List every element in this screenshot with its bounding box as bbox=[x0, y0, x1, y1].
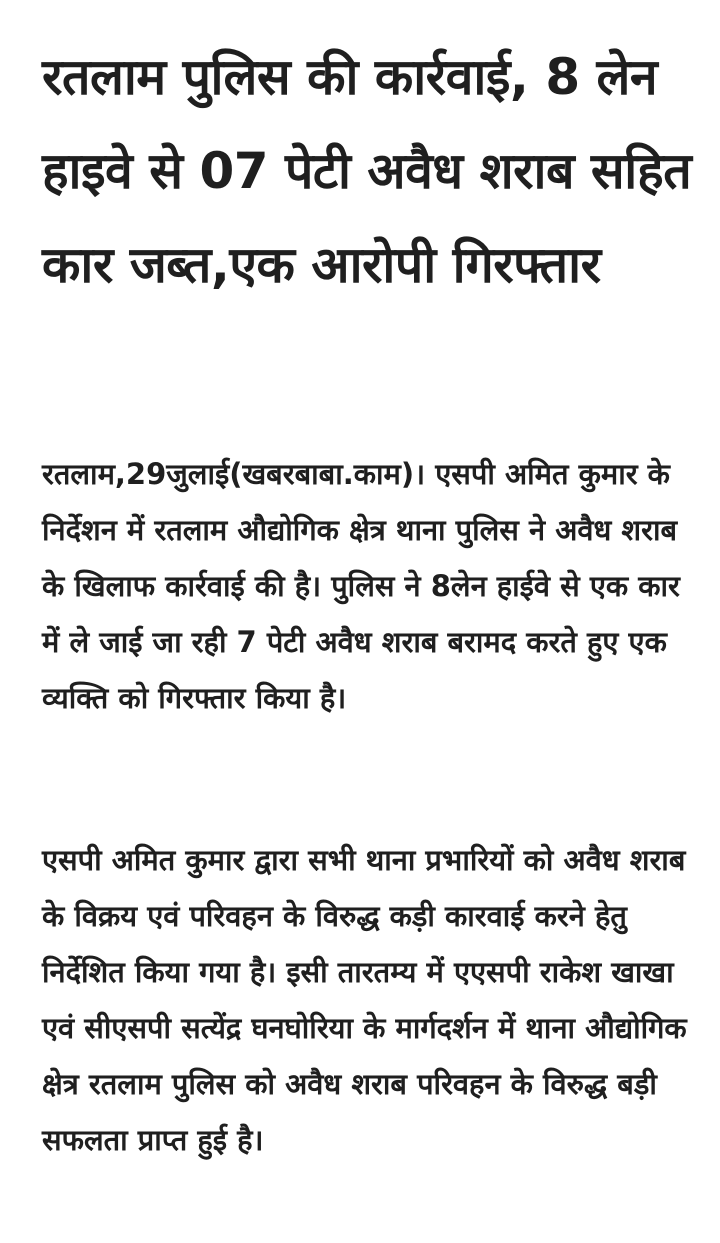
news-article bbox=[42, 0, 692, 1157]
article-paragraph-1: रतलाम,29जुलाई(खबरबाबा.काम)। एसपी अमित कुमार के निर्देशन में रतलाम औद्योगिक क्षेत्र थाना पुलिस ने अवैध शराब के खिलाफ कार्रवाई की है। पुलिस ने 8लेन हाईवे से एक कार में ले जाई जा रही 7 पेटी अवैध शराब बरामद करते हुए एक व्यक्ति को गिरफ्तार किया है। bbox=[42, 457, 680, 715]
article-headline: रतलाम पुलिस की कार्रवाई, 8 लेन हाइवे से 07 पेटी अवैध शराब सहित कार जब्त,एक आरोपी गिरफ्तार bbox=[42, 48, 692, 294]
article-paragraph-2: एसपी अमित कुमार द्वारा सभी थाना प्रभारियों को अवैध शराब के विक्रय एवं परिवहन के विरुद्ध कड़ी कारवाई करने हेतु निर्देशित किया गया है। इसी तारतम्य में एएसपी राकेश खाखा एवं सीएसपी सत्येंद्र घनघोरिया के मार्गदर्शन में थाना औद्योगिक क्षेत्र रतलाम पुलिस को अवैध शराब परिवहन के विरुद्ध बड़ी सफलता प्राप्त हुई है। bbox=[42, 843, 687, 1157]
